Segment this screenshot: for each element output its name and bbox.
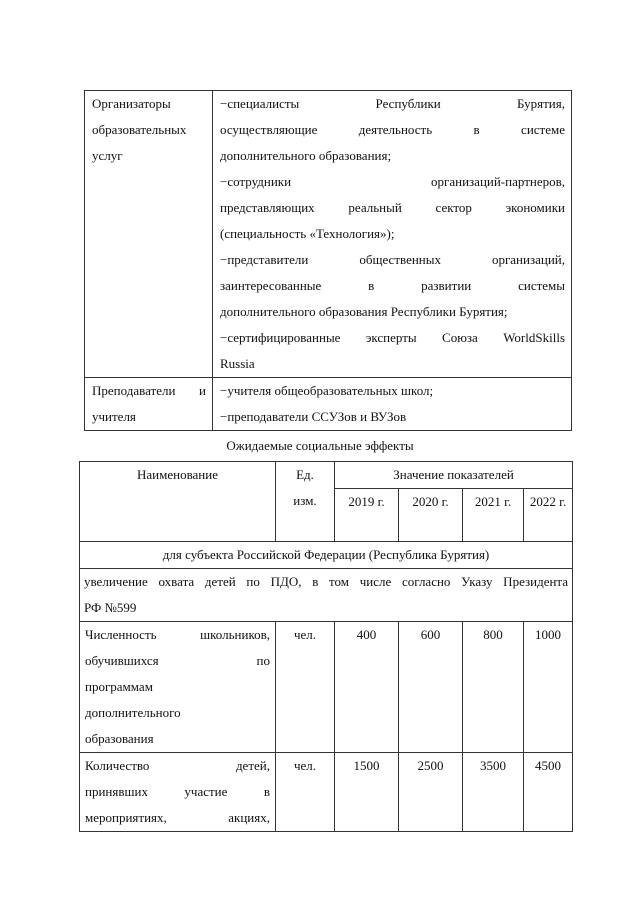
table-row bbox=[85, 91, 572, 378]
row-label-cell bbox=[85, 91, 213, 378]
item-line: осуществляющие деятельность в системе bbox=[220, 122, 565, 137]
item-line: −сертифицированные эксперты Союза WorldSkills bbox=[220, 330, 565, 345]
item-line: заинтересованные в развитии системы bbox=[220, 278, 565, 293]
indicator-name-line: образования bbox=[85, 731, 154, 746]
row-content-cell bbox=[213, 378, 572, 431]
social-effects-table bbox=[79, 461, 573, 832]
table-row bbox=[80, 622, 573, 753]
indicator-value: 2500 bbox=[399, 753, 463, 832]
indicator-value: 3500 bbox=[463, 753, 524, 832]
indicator-name-line: дополнительного bbox=[85, 705, 181, 720]
row-label-line: Организаторы bbox=[92, 96, 171, 111]
subsection-label bbox=[80, 569, 573, 622]
item-line: представляющих реальный сектор экономики bbox=[220, 200, 565, 215]
item-line: (специальность «Технология»); bbox=[220, 226, 395, 241]
header-unit bbox=[276, 462, 335, 542]
indicator-value: 400 bbox=[335, 622, 399, 753]
indicator-name-line: мероприятиях, акциях, bbox=[85, 810, 270, 825]
row-label-line: учителя bbox=[92, 409, 136, 424]
section-label: для субъекта Российской Федерации (Республика Бурятия) bbox=[80, 542, 573, 569]
header-year: 2019 г. bbox=[335, 489, 399, 542]
header-name: Наименование bbox=[80, 462, 276, 542]
indicator-name-line: Численность школьников, bbox=[85, 627, 270, 642]
table-subsection-row bbox=[80, 569, 573, 622]
header-year: 2020 г. bbox=[399, 489, 463, 542]
table-header-row bbox=[80, 462, 573, 489]
indicator-name-line: Количество детей, bbox=[85, 758, 270, 773]
indicator-value: 4500 bbox=[524, 753, 573, 832]
row-content-cell bbox=[213, 91, 572, 378]
organizers-table bbox=[84, 90, 572, 431]
indicator-unit: чел. bbox=[276, 622, 335, 753]
row-label-line: Преподаватели и bbox=[92, 383, 206, 398]
row-label-cell bbox=[85, 378, 213, 431]
indicator-name-line: программам bbox=[85, 679, 153, 694]
item-line: −преподаватели ССУЗов и ВУЗов bbox=[220, 409, 407, 424]
row-label-line: образовательных bbox=[92, 122, 187, 137]
header-values-group: Значение показателей bbox=[335, 462, 573, 489]
indicator-value: 1500 bbox=[335, 753, 399, 832]
table-section-row bbox=[80, 542, 573, 569]
subsection-line: увеличение охвата детей по ПДО, в том числе согласно Указу Президента bbox=[84, 574, 569, 589]
table-row bbox=[80, 753, 573, 832]
indicator-name-line: обучившихся по bbox=[85, 653, 270, 668]
subsection-line: РФ №599 bbox=[84, 600, 137, 615]
indicator-name bbox=[80, 753, 276, 832]
item-line: дополнительного образования; bbox=[220, 148, 392, 163]
item-line: −учителя общеобразовательных школ; bbox=[220, 383, 434, 398]
item-line: −представители общественных организаций, bbox=[220, 252, 565, 267]
item-line: дополнительного образования Республики Бурятия; bbox=[220, 304, 508, 319]
header-year: 2021 г. bbox=[463, 489, 524, 542]
indicator-name-line: принявших участие в bbox=[85, 784, 270, 799]
table-row bbox=[85, 378, 572, 431]
indicator-value: 800 bbox=[463, 622, 524, 753]
item-line: Russia bbox=[220, 356, 255, 371]
table-caption: Ожидаемые социальные эффекты bbox=[226, 438, 414, 453]
header-unit-line: Ед. bbox=[296, 467, 314, 482]
indicator-value: 1000 bbox=[524, 622, 573, 753]
item-line: −специалисты Республики Бурятия, bbox=[220, 96, 565, 111]
indicator-value: 600 bbox=[399, 622, 463, 753]
header-year: 2022 г. bbox=[524, 489, 573, 542]
indicator-name bbox=[80, 622, 276, 753]
item-line: −сотрудники организаций-партнеров, bbox=[220, 174, 565, 189]
header-unit-line: изм. bbox=[293, 493, 317, 508]
row-label-line: услуг bbox=[92, 148, 123, 163]
indicator-unit: чел. bbox=[276, 753, 335, 832]
